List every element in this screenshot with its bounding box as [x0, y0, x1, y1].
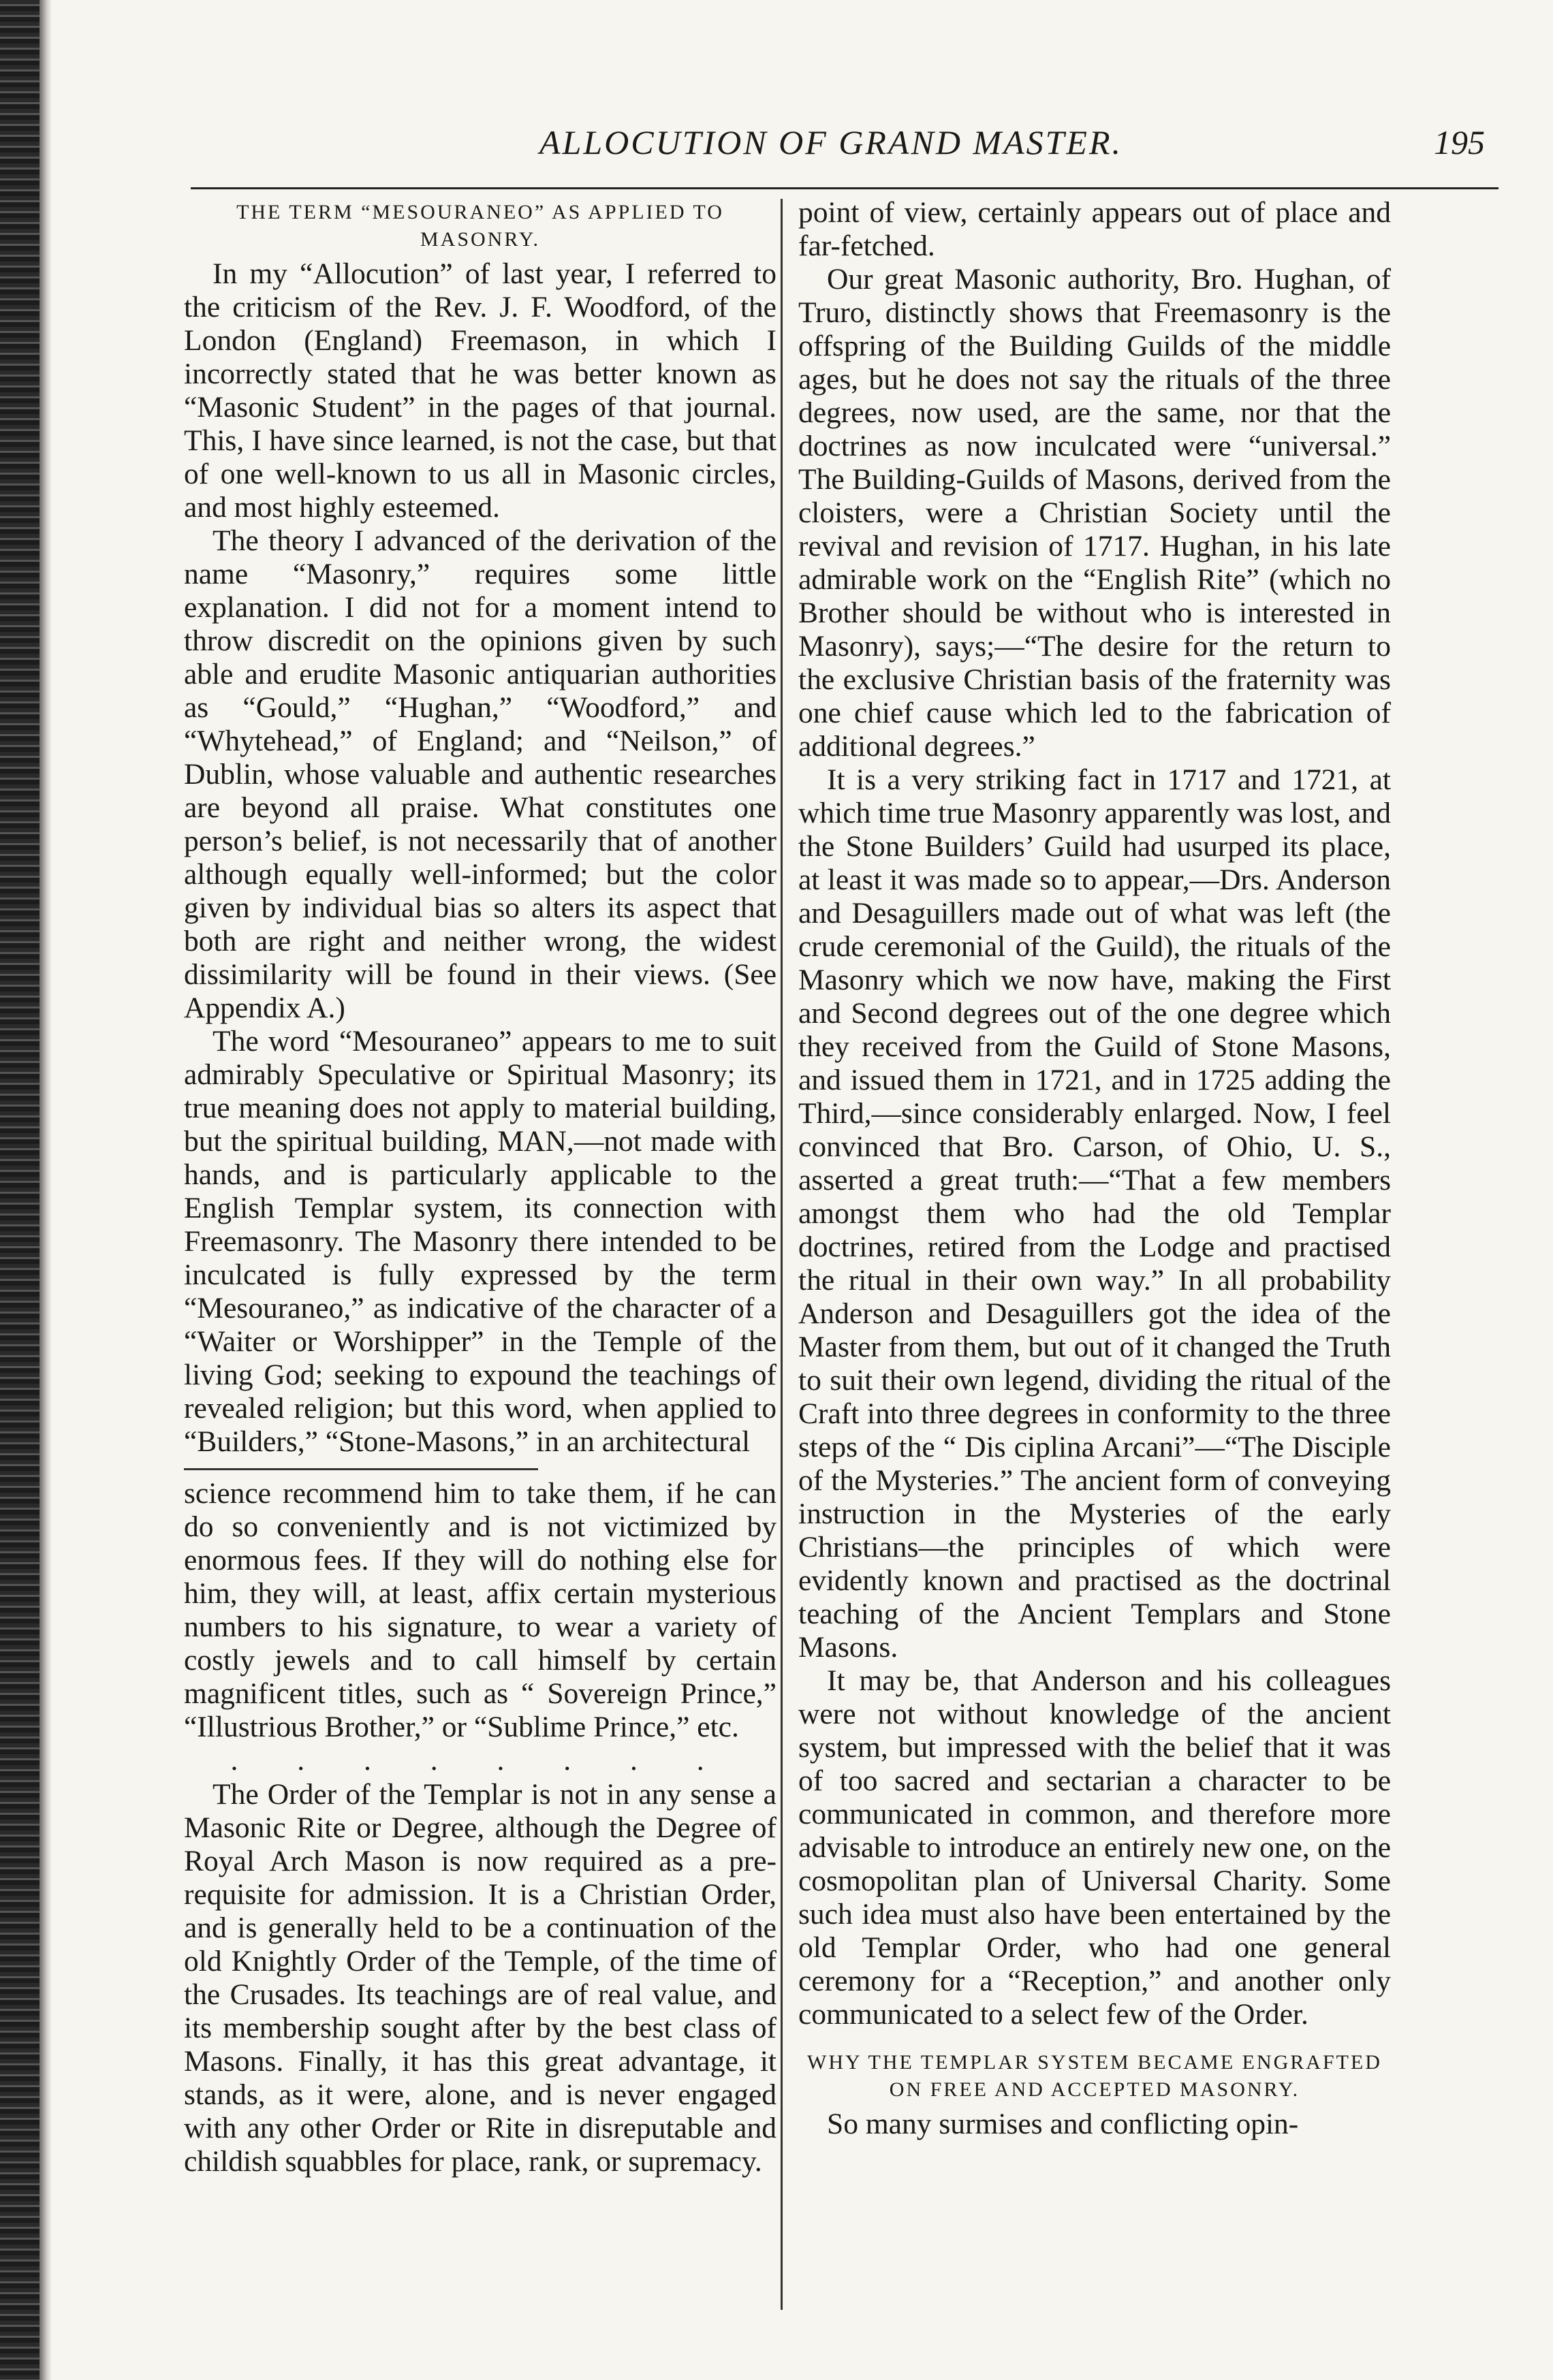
section-separator-rule	[184, 1468, 538, 1470]
page-header	[177, 123, 1485, 177]
right-column	[798, 196, 1391, 2141]
paragraph: Our great Masonic authority, Bro. Hughan, of Truro, distinctly shows that Freemasonry is the offspring of the Building Guilds of the middle ages, but he does not say the rituals of the three degrees, now used, are the same, nor that the doctrines as now inculcated were “universal.” The Building-Guilds of Masons, derived from the cloisters, were a Christian Society until the revival and revision of 1717. Hughan, in his late admirable work on the “English Rite” (which no Brother should be without who is interested in Masonry), says;—“The desire for the return to the exclusive Christian basis of the fraternity was one chief cause which led to the fabrication of additional degrees.”	[798, 263, 1391, 763]
column-divider	[781, 199, 783, 2310]
section-heading-templar-system: WHY THE TEMPLAR SYSTEM BECAME ENGRAFTED ON FREE AND ACCEPTED MASONRY.	[807, 2051, 1382, 2101]
paragraph: In my “Allocution” of last year, I referred to the criticism of the Rev. J. F. Woodford, of the London (England) Freemason, in which I incorrectly stated that he was better known as “Masonic Student” in the pages of that journal. This, I have since learned, is not the case, but that of one well-known to us all in Masonic circles, and most highly esteemed.	[184, 257, 776, 524]
ellipsis-dots: . . . . . . . .	[230, 1744, 730, 1777]
paragraph: So many surmises and conflicting opin-	[827, 2108, 1299, 2140]
paragraph: point of view, certainly appears out of place and far-fetched.	[798, 196, 1391, 262]
page-number: 195	[1434, 123, 1485, 161]
section-heading-mesouraneo: THE TERM “MESOURANEO” AS APPLIED TO MASONRY.	[236, 201, 724, 251]
paragraph: The word “Mesouraneo” appears to me to suit admirably Speculative or Spiritual Masonry; its true meaning does not apply to material building, but the spiritual building, MAN,—not made with hands, and is particularly applicable to the English Templar system, its connection with Freemasonry. The Masonry there intended to be inculcated is fully expressed by the term “Mesouraneo,” as indicative of the character of a “Waiter or Worshipper” in the Temple of the living God; seeking to expound the teachings of revealed religion; but this word, when applied to “Builders,” “Stone-Masons,” in an architectural	[184, 1025, 776, 1458]
page-gutter-edge	[40, 0, 52, 2380]
paragraph: It is a very striking fact in 1717 and 1721, at which time true Masonry apparently was lost, and the Stone Builders’ Guild had usurped its place, at least it was made so to appear,—Drs. Anderson and Desaguillers made out of what was left (the crude ceremonial of the Guild), the rituals of the Masonry which we now have, making the First and Second degrees out of the one degree which they received from the Guild of Stone Masons, and issued them in 1721, and in 1725 adding the Third,—since considerably enlarged. Now, I feel convinced that Bro. Carson, of Ohio, U. S., asserted a great truth:—“That a few members amongst them who had the old Templar doctrines, retired from the Lodge and practised the ritual in their own way.” In all probability Anderson and Desaguillers got the idea of the Master from them, but out of it changed the Truth to suit their own legend, dividing the ritual of the Craft into three degrees in conformity to the three steps of the “ Dis ciplina Arcani”—“The Disciple of the Mysteries.” The ancient form of conveying instruction in the Mysteries of the early Christians—the principles of which were evidently known and practised as the doctrinal teaching of the Ancient Templars and Stone Masons.	[798, 763, 1391, 1664]
left-column	[184, 199, 776, 2178]
header-rule	[191, 187, 1499, 189]
paragraph: The theory I advanced of the derivation of the name “Masonry,” requires some little explanation. I did not for a moment intend to throw discredit on the opinions given by such able and erudite Masonic antiquarian authorities as “Gould,” “Hughan,” “Woodford,” and “Whytehead,” of England; and “Neilson,” of Dublin, whose valuable and authentic researches are beyond all praise. What constitutes one person’s belief, is not necessarily that of another although equally well-informed; but the color given by individual bias so alters its aspect that both are right and neither wrong, the widest dissimilarity will be found in their views. (See Appendix A.)	[184, 524, 776, 1024]
paragraph: It may be, that Anderson and his colleagues were not without knowledge of the ancient system, but impressed with the belief that it was of too sacred and sectarian a character to be communicated in common, and therefore more advisable to introduce an entirely new one, on the cosmopolitan plan of Universal Charity. Some such idea must also have been entertained by the old Templar Order, who had one general ceremony for a “Reception,” and another only communicated to a select few of the Order.	[798, 1664, 1391, 2031]
paragraph: science recommend him to take them, if he can do so conveniently and is not victimized by enormous fees. If they will do nothing else for him, they will, at least, affix certain mysterious numbers to his signature, to wear a variety of costly jewels and to call himself by certain magnificent titles, such as “ Sovereign Prince,” “Illustrious Brother,” or “Sublime Prince,” etc.	[184, 1477, 776, 1743]
book-spine-shadow	[0, 0, 40, 2380]
paragraph: The Order of the Templar is not in any sense a Masonic Rite or Degree, although the Degree of Royal Arch Mason is now required as a pre-requisite for admission. It is a Christian Order, and is generally held to be a continuation of the old Knightly Order of the Temple, of the time of the Crusades. Its teachings are of real value, and its membership sought after by the best class of Masons. Finally, it has this great advantage, it stands, as it were, alone, and is never engaged with any other Order or Rite in disreputable and childish squabbles for place, rank, or supremacy.	[184, 1778, 776, 2178]
running-title: ALLOCUTION OF GRAND MASTER.	[539, 123, 1123, 161]
